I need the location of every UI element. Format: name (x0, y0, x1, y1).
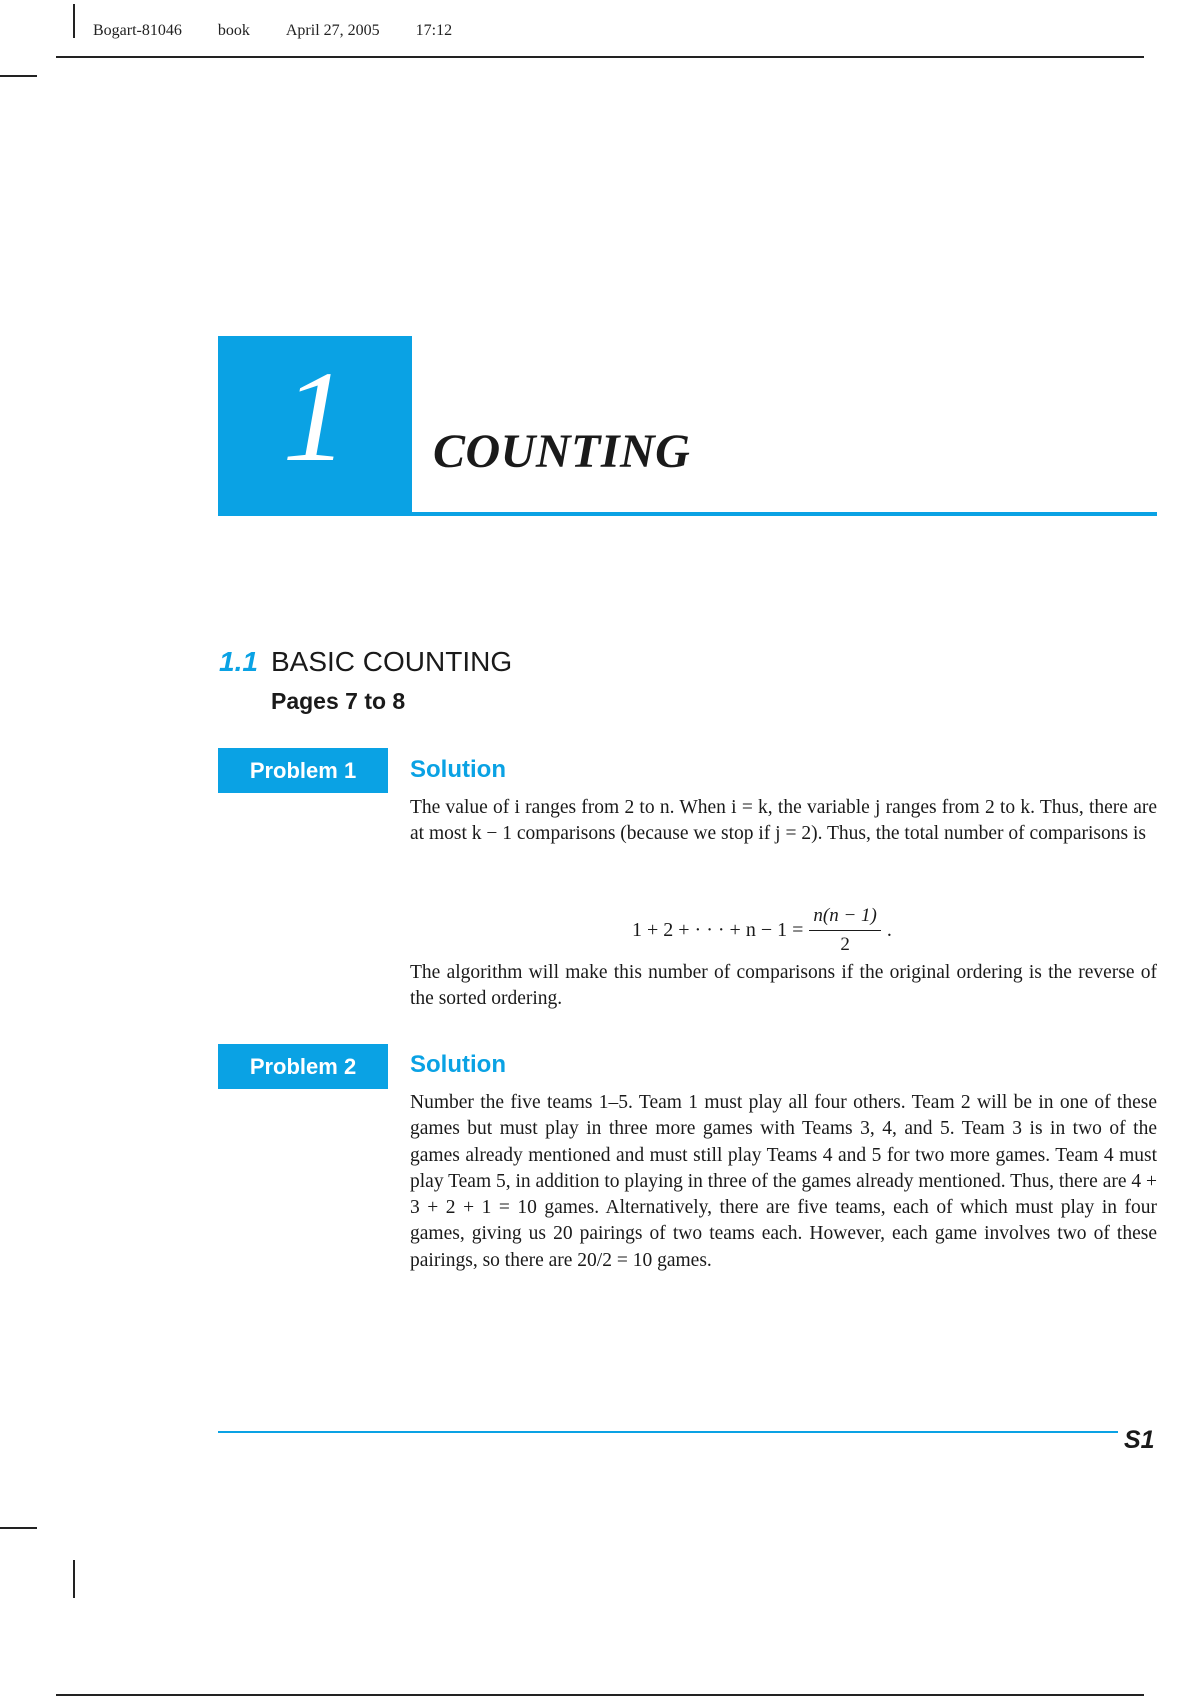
bottom-rule (56, 1694, 1144, 1696)
equation-fraction (809, 905, 880, 956)
page-folio: S1 (1124, 1426, 1155, 1454)
running-header (93, 22, 452, 48)
crop-mark (0, 1527, 37, 1529)
chapter-title: COUNTING (433, 425, 691, 478)
problem-1-label[interactable]: Problem 1 (218, 748, 388, 793)
crop-mark (73, 1560, 75, 1598)
problem-2-paragraph-1: Number the five teams 1–5. Team 1 must play all four others. Team 2 will be in one of these games but must play in three more games with Teams 3, 4, and 5. Team 3 is in two of the games already mentioned and must still play Teams 4 and 5 for two more games. Team 4 must play Team 5, in addition to playing in three of the games already mentioned. Thus, there are 4 + 3 + 2 + 1 = 10 games. Alternatively, there are five teams, each of which must play in four games, giving us 20 pairings of two teams each. However, each game involves two of these pairings, so there are 20/2 = 10 games. (410, 1092, 1157, 1271)
problem-2-solution-heading: Solution (410, 1051, 506, 1078)
footer-rule (218, 1431, 1118, 1433)
problem-1-solution-heading: Solution (410, 756, 506, 783)
problem-1-paragraph-1: The value of i ranges from 2 to n. When i = k, the variable j ranges from 2 to k. Thus, there are at most k − 1 comparisons (because we stop if j = 2). Thus, the total number of comparisons is (410, 797, 1157, 845)
header-type: book (217, 22, 250, 39)
equation-denominator: 2 (840, 934, 850, 955)
section-pages: Pages 7 to 8 (271, 688, 406, 714)
header-date: April 27, 2005 (285, 22, 380, 39)
problem-1-paragraph-2: The algorithm will make this number of comparisons if the original ordering is the reverse of the sorted ordering. (410, 962, 1157, 1010)
header-time: 17:12 (415, 22, 453, 39)
crop-mark (0, 75, 37, 77)
header-book-id: Bogart-81046 (93, 22, 182, 39)
chapter-rule (412, 512, 1157, 516)
equation-trail: . (886, 919, 892, 941)
header-rule (56, 56, 1144, 58)
crop-mark (73, 4, 75, 38)
chapter-number: 1 (282, 345, 348, 489)
equation-lhs: 1 + 2 + · · · + n − 1 = (632, 919, 804, 941)
section-number: 1.1 (219, 646, 258, 677)
equation-numerator: n(n − 1) (809, 905, 880, 931)
problem-2-label[interactable]: Problem 2 (218, 1044, 388, 1089)
section-title: BASIC COUNTING (271, 646, 513, 677)
problem-1-equation (410, 893, 1157, 955)
